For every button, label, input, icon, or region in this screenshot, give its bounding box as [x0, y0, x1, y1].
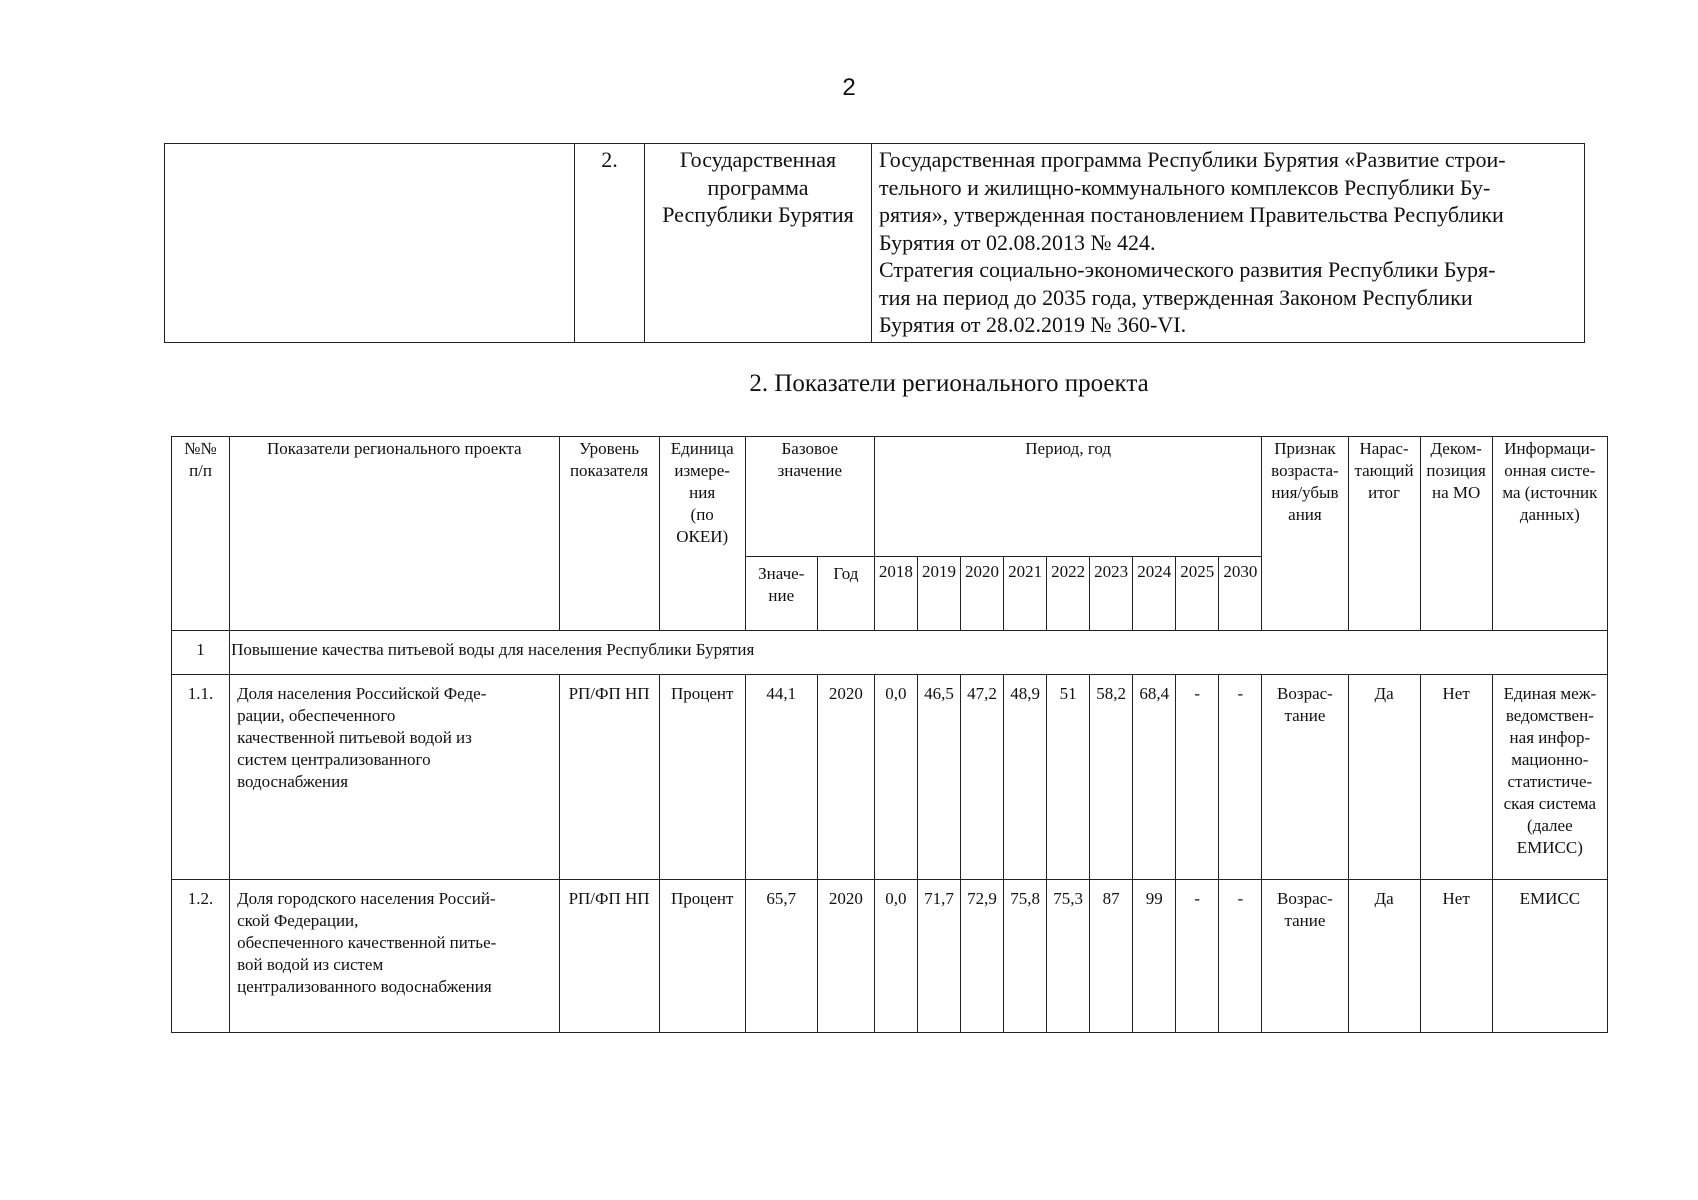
header-level	[559, 437, 659, 631]
year-value: 71,7	[917, 880, 960, 1033]
program-description-cell	[872, 144, 1585, 343]
header-trend	[1262, 437, 1348, 631]
year-value: -	[1219, 880, 1262, 1033]
program-type-line: Республики Бурятия	[662, 202, 854, 227]
year-value: -	[1219, 675, 1262, 880]
header-unit	[659, 437, 745, 631]
info-line: ская система	[1503, 794, 1597, 813]
trend-line: Возрас-	[1277, 684, 1333, 703]
info-line: статистиче-	[1507, 772, 1593, 791]
base-value: 44,1	[745, 675, 817, 880]
program-description-line: Бурятия от 28.02.2019 № 360-VI.	[879, 312, 1187, 337]
header-cumulative	[1348, 437, 1420, 631]
program-description-line: тельного и жилищно-коммунального комплексов Республики Бу-	[879, 174, 1491, 200]
header-text: ма (источник	[1502, 483, 1598, 502]
year-value: 0,0	[874, 880, 917, 1033]
program-description-line: Бурятия от 02.08.2013 № 424.	[879, 229, 1156, 255]
section-title: 2. Показатели регионального проекта	[749, 370, 1149, 397]
program-row-number: 2.	[575, 144, 645, 343]
header-year: 2022	[1047, 557, 1090, 631]
indicator-level: РП/ФП НП	[559, 880, 659, 1033]
header-text: тающий	[1354, 461, 1414, 480]
info-line: мационно-	[1511, 750, 1589, 769]
header-text: ния/убыв	[1271, 483, 1339, 502]
indicators-table	[171, 436, 1608, 1033]
empty-cell	[165, 144, 575, 343]
header-text: ние	[768, 586, 795, 605]
year-value: 99	[1133, 880, 1176, 1033]
row-number: 1.2.	[172, 880, 230, 1033]
year-value: 75,3	[1047, 880, 1090, 1033]
indicator-name-line: вой водой из систем	[237, 955, 384, 974]
indicator-unit: Процент	[659, 880, 745, 1033]
header-text: ОКЕИ)	[676, 527, 729, 546]
program-description-line: тия на период до 2035 года, утвержденная Законом Республики	[879, 284, 1473, 310]
program-row	[165, 144, 1585, 343]
header-year: 2024	[1133, 557, 1176, 631]
header-text: ания	[1288, 505, 1322, 524]
header-base-year: Год	[817, 557, 874, 631]
trend-line: Возрас-	[1277, 889, 1333, 908]
indicator-name-line: Доля городского населения Россий-	[237, 889, 496, 908]
header-year: 2030	[1219, 557, 1262, 631]
program-type-line: программа	[707, 174, 809, 200]
header-num	[172, 437, 230, 631]
trend	[1262, 675, 1348, 880]
cumulative-total: Да	[1348, 880, 1420, 1033]
year-value: 87	[1090, 880, 1133, 1033]
header-text: Информаци-	[1504, 439, 1596, 458]
year-value: -	[1176, 675, 1219, 880]
year-value: 72,9	[961, 880, 1004, 1033]
page-number: 2	[842, 74, 856, 101]
header-text: итог	[1368, 483, 1400, 502]
indicator-name-line: Доля населения Российской Феде-	[237, 684, 487, 703]
info-line: ЕМИСС	[1519, 889, 1581, 908]
year-value: -	[1176, 880, 1219, 1033]
trend-line: тание	[1284, 706, 1326, 725]
header-text: №№	[184, 439, 217, 458]
year-value: 46,5	[917, 675, 960, 880]
indicator-name	[230, 880, 559, 1033]
header-text: онная систе-	[1504, 461, 1596, 480]
trend-line: тание	[1284, 911, 1326, 930]
info-line: Единая меж-	[1503, 684, 1597, 703]
year-value: 75,8	[1004, 880, 1047, 1033]
info-line: ЕМИСС)	[1516, 838, 1583, 857]
section-heading: Повышение качества питьевой воды для населения Республики Бурятия	[230, 631, 1608, 675]
program-type-line: Государственная	[679, 147, 837, 172]
header-text: (по	[690, 505, 714, 524]
header-base	[745, 437, 874, 557]
year-value: 58,2	[1090, 675, 1133, 880]
year-value: 68,4	[1133, 675, 1176, 880]
table-row	[172, 675, 1608, 880]
indicator-name-line: систем централизованного	[237, 750, 431, 769]
program-description-line: рятия», утвержденная постановлением Правительства Республики	[879, 202, 1504, 227]
indicator-unit: Процент	[659, 675, 745, 880]
header-text: Нарас-	[1359, 439, 1409, 458]
indicator-name-line: качественной питьевой водой из	[237, 728, 472, 747]
trend	[1262, 880, 1348, 1033]
indicator-name-line: обеспеченного качественной питье-	[237, 933, 497, 952]
program-description-line: Стратегия социально-экономического развития Республики Буря-	[879, 257, 1496, 282]
header-base-value	[745, 557, 817, 631]
header-info-system	[1492, 437, 1607, 631]
header-text: позиция	[1426, 461, 1486, 480]
indicator-level: РП/ФП НП	[559, 675, 659, 880]
info-line: (далее	[1527, 816, 1573, 835]
header-year: 2020	[961, 557, 1004, 631]
info-line: ведомствен-	[1505, 706, 1594, 725]
indicator-name-line: централизованного водоснабжения	[237, 977, 492, 996]
decomposition: Нет	[1420, 880, 1492, 1033]
header-year: 2021	[1004, 557, 1047, 631]
header-text: на МО	[1431, 483, 1481, 502]
header-text: значение	[777, 461, 843, 480]
year-value: 51	[1047, 675, 1090, 880]
header-text: возраста-	[1271, 461, 1339, 480]
header-row	[172, 437, 1608, 557]
header-text: Деком-	[1430, 439, 1482, 458]
indicator-name-line: водоснабжения	[237, 772, 349, 791]
header-text: п/п	[189, 461, 212, 480]
header-decomposition	[1420, 437, 1492, 631]
header-year: 2025	[1176, 557, 1219, 631]
base-value: 65,7	[745, 880, 817, 1033]
header-text: ния	[689, 483, 716, 502]
header-period: Период, год	[874, 437, 1261, 557]
header-text: Базовое	[781, 439, 839, 458]
header-year: 2019	[917, 557, 960, 631]
header-text: данных)	[1519, 505, 1580, 524]
header-text: Показатели регионального проекта	[267, 439, 522, 458]
indicator-name	[230, 675, 559, 880]
header-text: Единица	[670, 439, 734, 458]
header-text: измере-	[674, 461, 730, 480]
program-description-line: Государственная программа Республики Бурятия «Развитие строи-	[879, 147, 1506, 172]
header-text: показателя	[569, 461, 649, 480]
header-text: Уровень	[579, 439, 639, 458]
section-row	[172, 631, 1608, 675]
section-number: 1	[172, 631, 230, 675]
header-name	[230, 437, 559, 631]
program-type-cell	[645, 144, 872, 343]
base-year: 2020	[817, 675, 874, 880]
year-value: 47,2	[961, 675, 1004, 880]
table-row	[172, 880, 1608, 1033]
cumulative-total: Да	[1348, 675, 1420, 880]
program-reference-table	[164, 143, 1585, 343]
header-year: 2023	[1090, 557, 1133, 631]
decomposition: Нет	[1420, 675, 1492, 880]
info-line: ная инфор-	[1509, 728, 1591, 747]
info-system	[1492, 880, 1607, 1033]
year-value: 48,9	[1004, 675, 1047, 880]
row-number: 1.1.	[172, 675, 230, 880]
header-text: Признак	[1274, 439, 1336, 458]
info-system	[1492, 675, 1607, 880]
base-year: 2020	[817, 880, 874, 1033]
indicator-name-line: ской Федерации,	[237, 911, 359, 930]
header-text: Значе-	[758, 564, 805, 583]
indicator-name-line: рации, обеспеченного	[237, 706, 396, 725]
header-year: 2018	[874, 557, 917, 631]
year-value: 0,0	[874, 675, 917, 880]
